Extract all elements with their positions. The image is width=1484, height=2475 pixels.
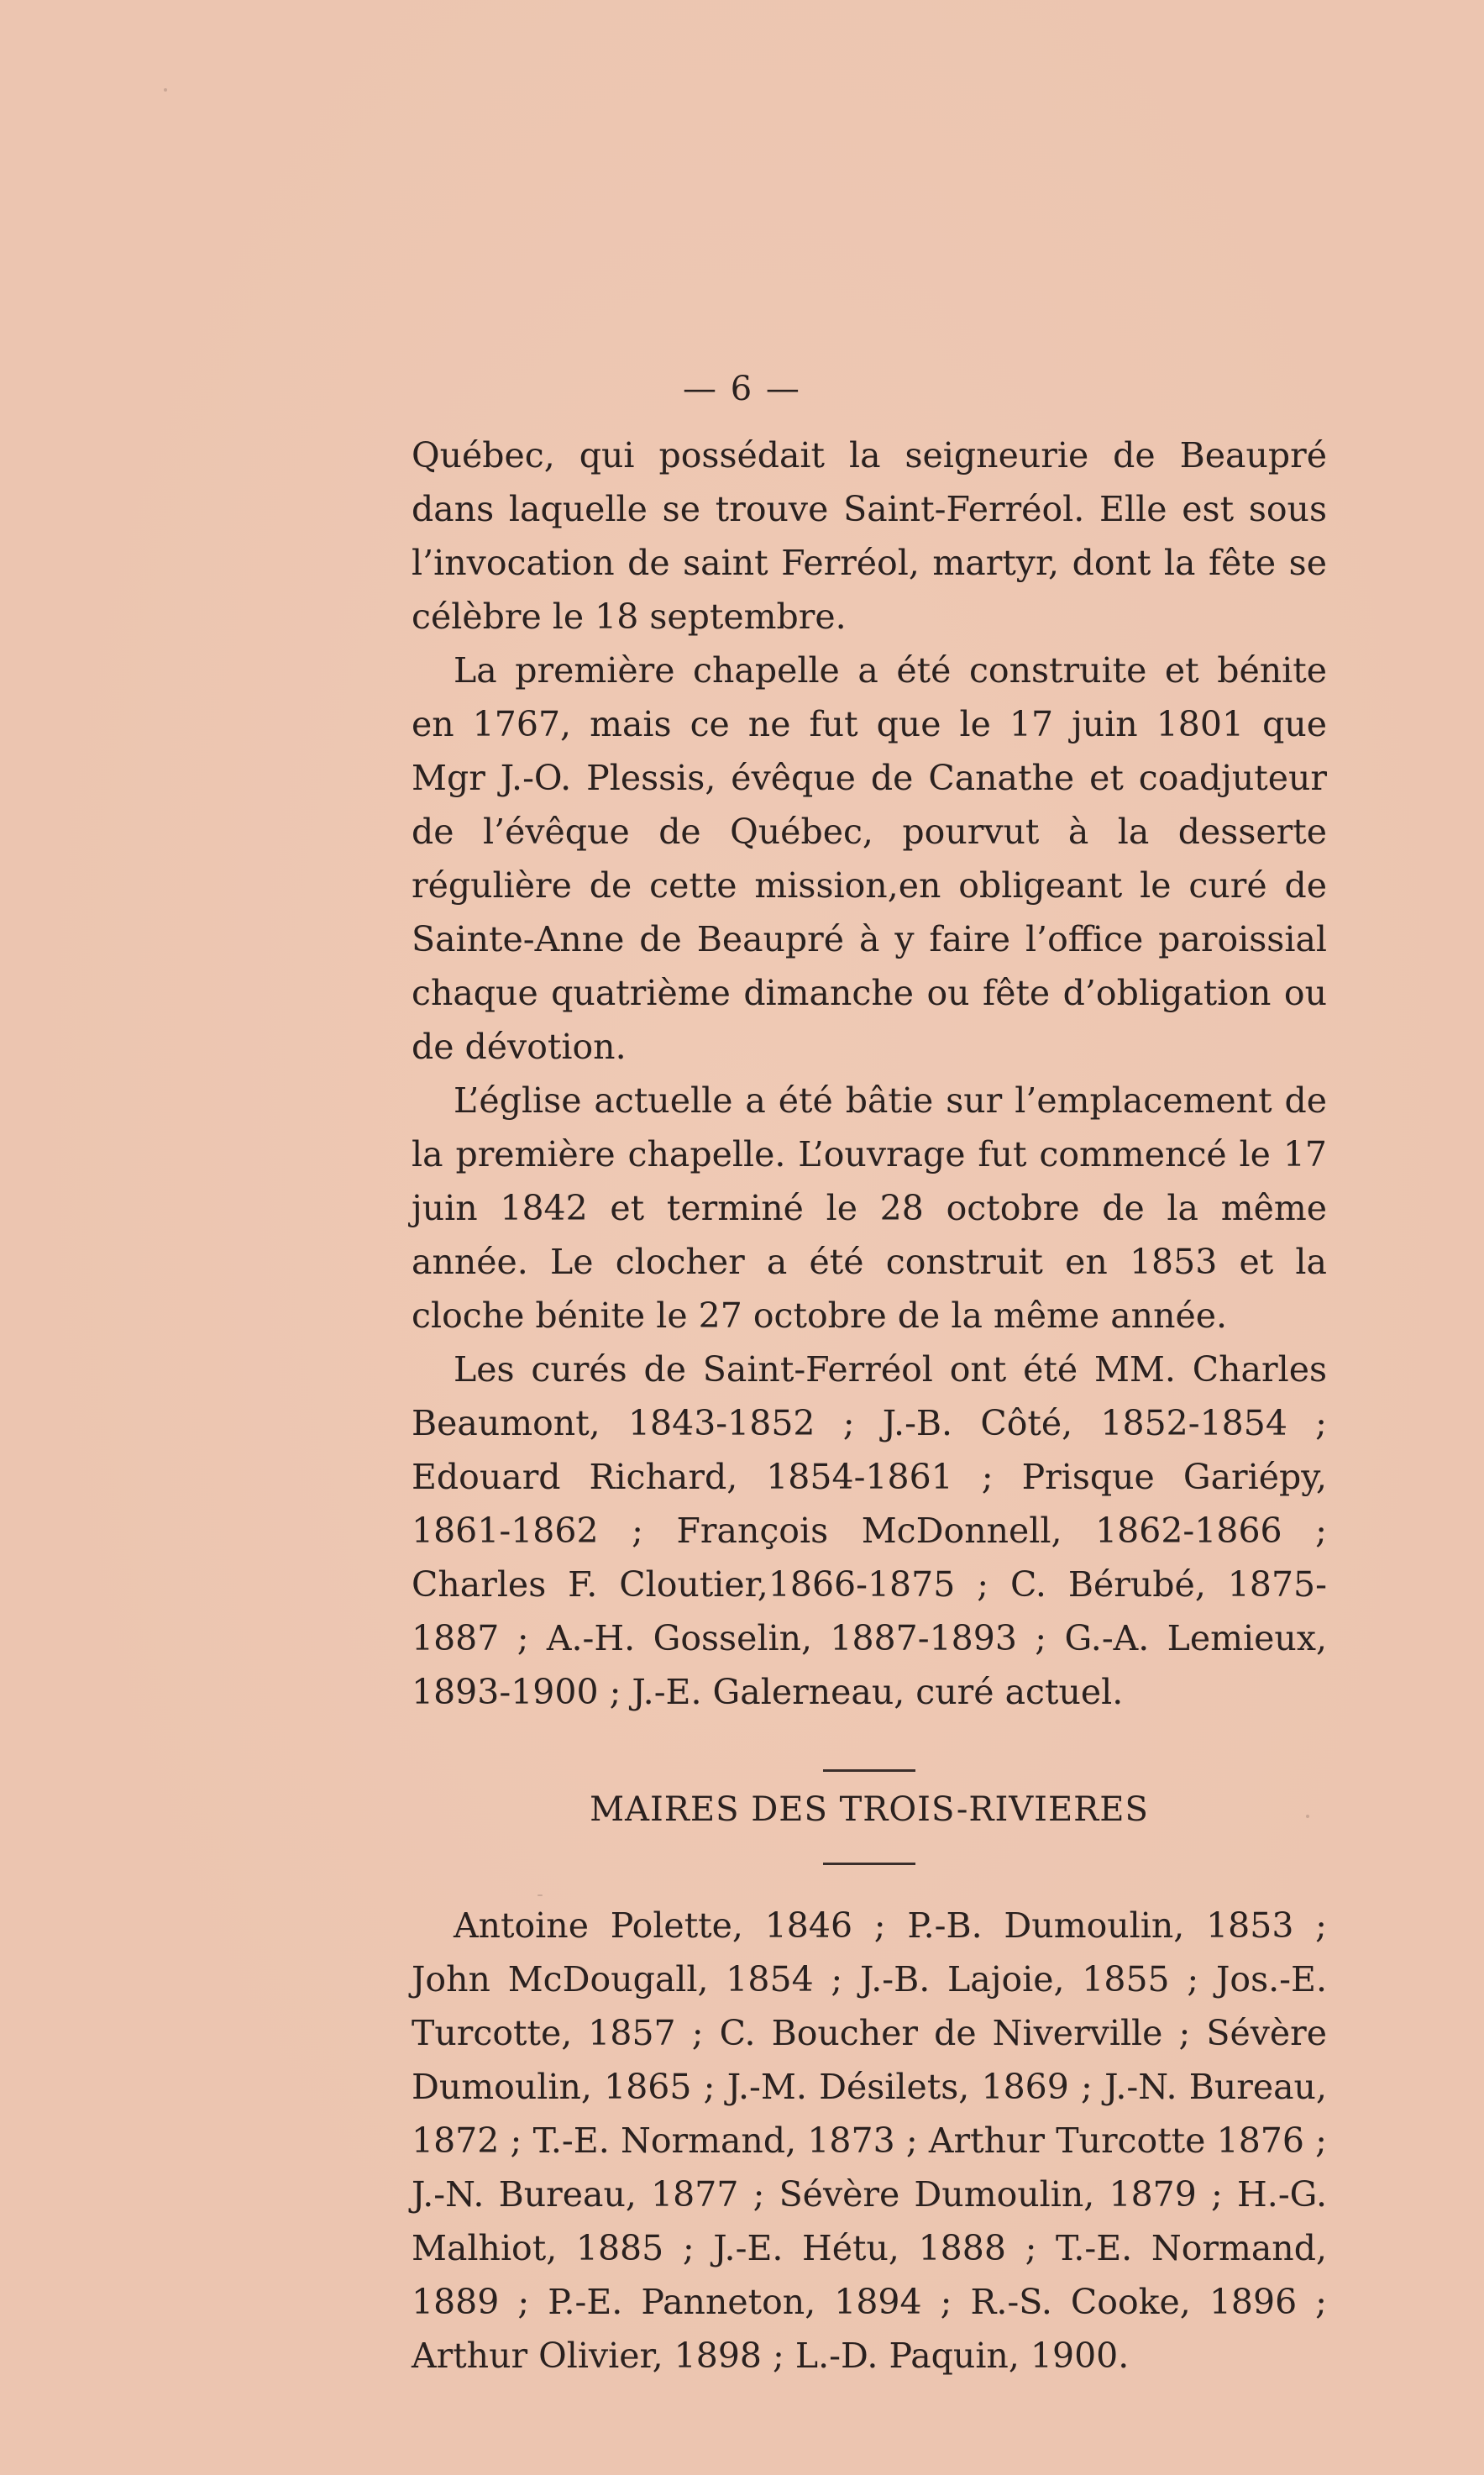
- paper-speck: [164, 88, 167, 92]
- paper-speck: [537, 1894, 543, 1896]
- paragraph-intro: Québec, qui possédait la seigneurie de Beaupré dans laquelle se trouve Saint-Ferréol. Elle est sous l’invocation de saint Ferréol, martyr, dont la fête se célèbre le 18 septembre.: [412, 435, 1327, 637]
- section-divider-bottom: [823, 1863, 915, 1865]
- paragraph-current-church: L’église actuelle a été bâtie sur l’emplacement de la première chapelle. L’ouvrage fut commencé le 17 juin 1842 et terminé le 28 octobre de la même année. Le clocher a été construit en 1853 et la cloche bénite le 27 octobre de la même année.: [412, 1080, 1327, 1336]
- paragraph-mayors: Antoine Polette, 1846 ; P.-B. Dumoulin, 1853 ; John McDougall, 1854 ; J.-B. Lajoie, 1855 ; Jos.-E. Turcotte, 1857 ; C. Boucher de Niverville ; Sévère Dumoulin, 1865 ; J.-M. Désilets, 1869 ; J.-N. Bureau, 1872 ; T.-E. Normand, 1873 ; Arthur Turcotte 1876 ; J.-N. Bureau, 1877 ; Sévère Dumoulin, 1879 ; H.-G. Malhiot, 1885 ; J.-E. Hétu, 1888 ; T.-E. Normand, 1889 ; P.-E. Panneton, 1894 ; R.-S. Cooke, 1896 ; Arthur Olivier, 1898 ; L.-D. Paquin, 1900.: [412, 1905, 1327, 2376]
- page-number: — 6 —: [683, 370, 801, 408]
- section-heading: MAIRES DES TROIS-RIVIERES: [590, 1790, 1149, 1829]
- text-column: [412, 428, 1327, 2383]
- section-divider-top: [823, 1769, 915, 1772]
- paragraph-parish-priests: Les curés de Saint-Ferréol ont été MM. Charles Beaumont, 1843-1852 ; J.-B. Côté, 1852-1854 ; Edouard Richard, 1854-1861 ; Prisque Gariépy, 1861-1862 ; François McDonnell, 1862-1866 ; Charles F. Cloutier,1866-1875 ; C. Bérubé, 1875-1887 ; A.-H. Gosselin, 1887-1893 ; G.-A. Lemieux, 1893-1900 ; J.-E. Galerneau, curé actuel.: [412, 1349, 1327, 1712]
- paragraph-first-chapel: La première chapelle a été construite et bénite en 1767, mais ce ne fut que le 17 juin 1801 que Mgr J.-O. Plessis, évêque de Canathe et coadjuteur de l’évêque de Québec, pourvut à la desserte régulière de cette mission,en obligeant le curé de Sainte-Anne de Beaupré à y faire l’office paroissial chaque quatrième dimanche ou fête d’obligation ou de dévotion.: [412, 650, 1327, 1067]
- paper-speck: [1306, 1815, 1309, 1818]
